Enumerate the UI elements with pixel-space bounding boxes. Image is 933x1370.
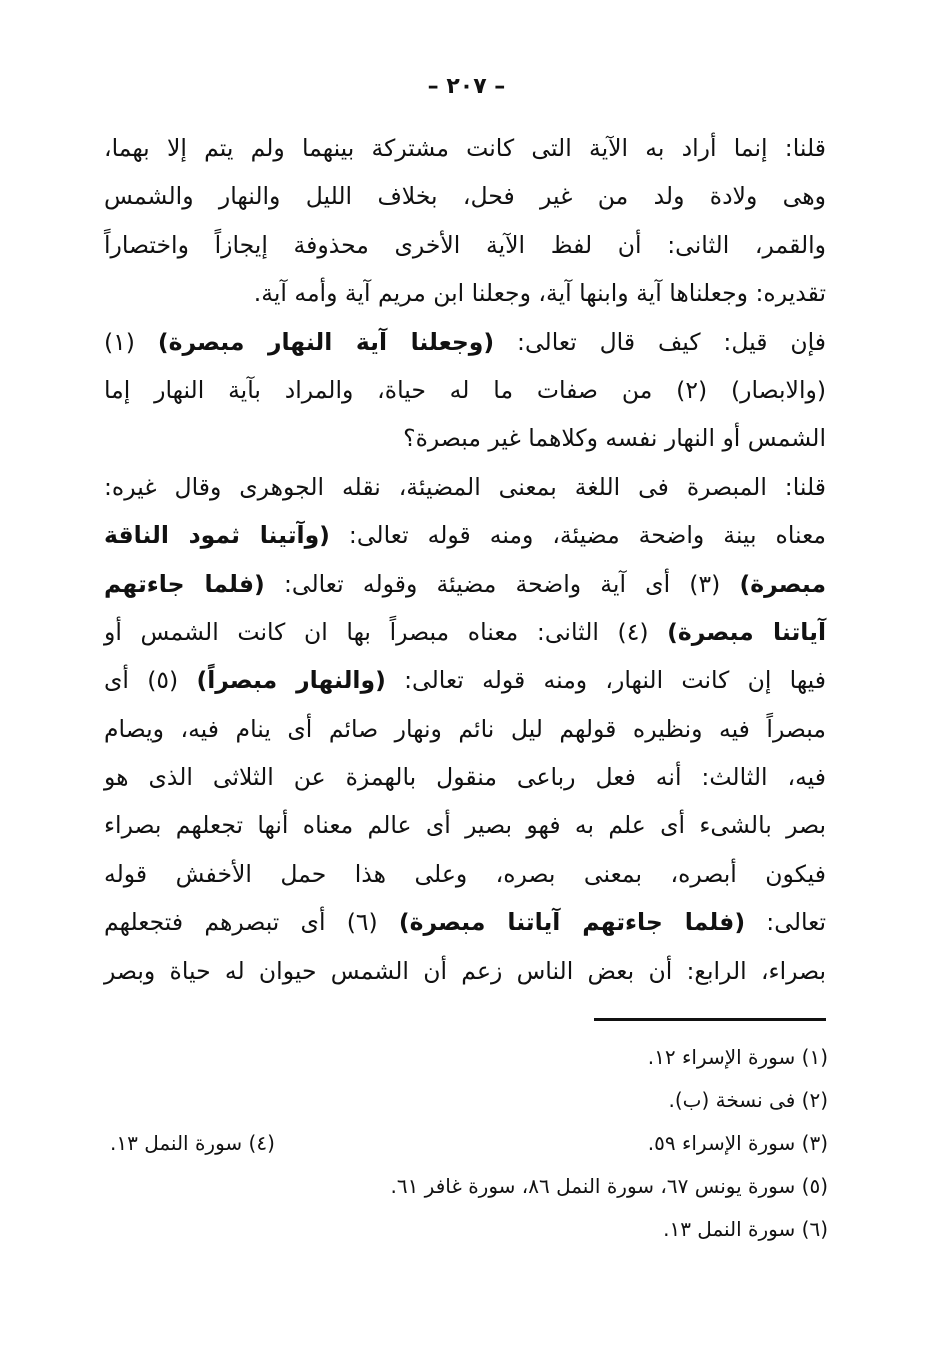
text-segment: (٤) الثانى: معناه مبصراً بها ان كانت الشمس أو [104,617,668,646]
text-segment: مبصراً فيه ونظيره قولهم ليل نائم ونهار صائم أى ينام فيه، ويصام [104,714,826,743]
text-segment: (٦) أى تبصرهم فتجعلهم [104,908,399,937]
text-line [104,560,826,608]
text-segment: قلنا: إنما أراد به الآية التى كانت مشتركة بينهما ولم يتم إلا بهما، [104,134,826,162]
text-line [104,124,826,172]
text-segment: قلنا: المبصرة فى اللغة بمعنى المضيئة، نقله الجوهرى وقال غيره: [104,472,826,501]
text-line [104,608,826,656]
footnote-text: (٦) سورة النمل ١٣. [663,1217,828,1241]
text-segment: تعالى: [745,908,827,937]
footnote [110,1122,828,1165]
quran-quote: (والنهار مبصراً) [196,666,386,695]
text-line [104,414,826,462]
text-segment: بصراء، الرابع: أن بعض الناس زعم أن الشمس حيوان له حياة وبصر [104,956,826,985]
text-segment: تقديره: وجعلناها آية وابنها آية، وجعلنا ابن مريم آية وأمه آية. [253,279,826,308]
text-segment: (٣) أى آية واضحة مضيئة وقوله تعالى: [264,569,740,598]
text-segment: (والابصار) (٢) من صفات ما له حياة، والمراد بآية النهار إما [104,375,826,404]
text-segment: (٥) أى [104,666,197,695]
text-segment: وهى ولادة ولد من غير فحل، بخلاف الليل والنهار والشمس [104,182,826,211]
quran-quote: (فلما جاءتهم آياتنا مبصرة) [398,908,746,937]
footnote [110,1208,828,1251]
text-line [104,947,826,995]
footnote-text: (٢) فى نسخة (ب). [668,1088,828,1112]
text-segment: (١) [104,327,158,356]
text-line [104,511,826,559]
text-line [104,898,826,946]
footnote [110,1036,828,1079]
text-segment: والقمر، الثانى: أن لفظ الآية الأخرى محذوفة إيجازاً واختصاراً [104,230,826,259]
text-line [104,850,826,898]
quran-quote: (وجعلنا آية النهار مبصرة) [157,327,495,356]
quran-quote: مبصرة) [739,569,826,598]
text-line [104,269,826,317]
quran-quote: (فلما جاءتهم [104,569,265,598]
footnote-text: (٣) سورة الإسراء ٥٩. [647,1131,828,1155]
text-line [104,801,826,849]
body-text [104,124,826,995]
text-line [104,463,826,511]
text-line [104,221,826,269]
footnote [110,1165,828,1208]
text-line [104,705,826,753]
quran-quote: (وآتينا ثمود الناقة [104,521,330,550]
text-line [104,753,826,801]
text-segment: فإن قيل: كيف قال تعالى: [494,327,826,356]
text-line [104,172,826,220]
text-segment: فيكون أبصره، بمعنى بصره، وعلى هذا حمل الأخفش قوله [104,859,826,888]
footnote-separator [594,1018,826,1021]
footnote-text: (١) سورة الإسراء ١٢. [647,1045,828,1069]
text-segment: فيه، الثالث: أنه فعل رباعى منقول بالهمزة عن الثلاثى الذى هو [104,763,826,792]
text-line [104,318,826,366]
text-segment: بصر بالشىء أى علم به فهو بصير أى عالم معناه أنها تجعلهم بصراء [104,811,826,840]
text-segment: الشمس أو النهار نفسه وكلاهما غير مبصرة؟ [403,424,826,453]
footnote-text: (٤) سورة النمل ١٣. [110,1131,275,1155]
text-line [104,656,826,704]
text-line [104,366,826,414]
footnotes [110,1036,828,1251]
footnote [110,1079,828,1122]
text-segment: فيها إن كانت النهار، ومنه قوله تعالى: [385,666,827,695]
page-number: – ٢٠٧ – [427,74,506,99]
footnote-text: (٥) سورة يونس ٦٧، سورة النمل ٨٦، سورة غافر ٦١. [390,1174,828,1198]
quran-quote: آياتنا مبصرة) [667,617,827,646]
text-segment: معناه بينة واضحة مضيئة، ومنه قوله تعالى: [329,521,827,550]
